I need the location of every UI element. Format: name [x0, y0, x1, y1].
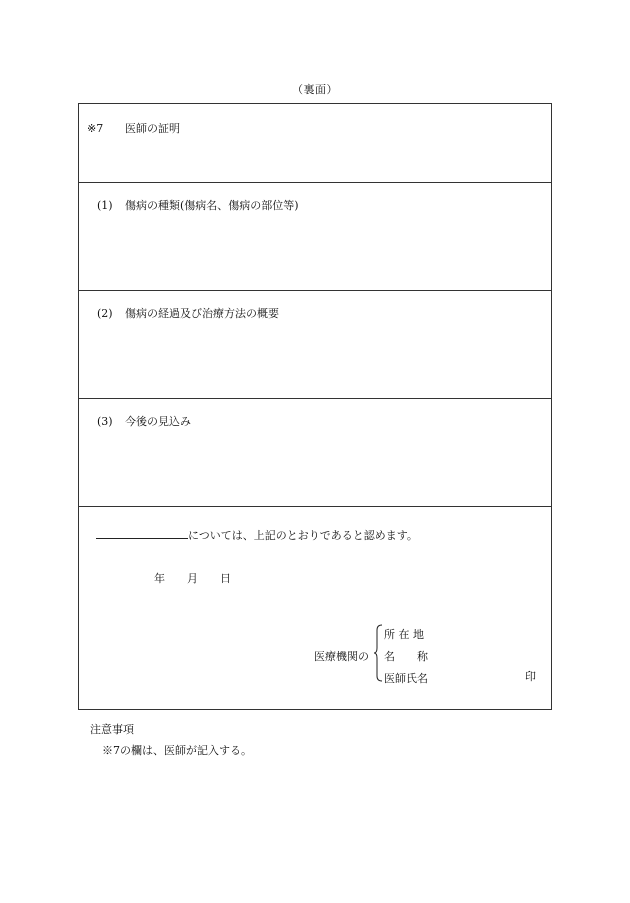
section-title	[87, 120, 180, 136]
section-label: 医師の証明	[125, 122, 180, 135]
item-label: 今後の見込み	[125, 415, 191, 428]
year-label: 年	[154, 572, 165, 585]
date-line[interactable]	[154, 570, 231, 586]
notes	[90, 721, 252, 758]
doctor-certificate-table	[78, 103, 552, 710]
section-doctor-certificate	[79, 104, 551, 183]
certification-text: については、上記のとおりであると認めます。	[188, 529, 418, 542]
patient-name-blank[interactable]	[96, 527, 188, 539]
item-number: (1)	[97, 199, 113, 212]
address-field[interactable]	[384, 624, 428, 646]
section-certification	[79, 507, 551, 709]
curly-brace-icon	[373, 624, 383, 682]
doctor-name-field[interactable]	[384, 668, 428, 690]
doctor-name-label: 医師氏名	[384, 672, 428, 685]
section-number: ※7	[87, 122, 104, 135]
section-injury-type[interactable]	[79, 183, 551, 291]
institution-name-label: 名 称	[384, 650, 428, 663]
page-header: （裏面）	[292, 83, 338, 96]
notes-item: ※7の欄は、医師が記入する。	[102, 744, 252, 757]
month-label: 月	[187, 572, 198, 585]
item-label: 傷病の経過及び治療方法の概要	[125, 307, 279, 320]
item-number: (2)	[97, 307, 113, 320]
seal-label: 印	[525, 670, 536, 683]
notes-title: 注意事項	[90, 723, 134, 736]
item-number: (3)	[97, 415, 113, 428]
item-label: 傷病の種類(傷病名、傷病の部位等)	[125, 199, 299, 212]
section-injury-progress[interactable]	[79, 291, 551, 399]
section-prognosis[interactable]	[79, 399, 551, 507]
item-title	[97, 413, 191, 429]
institution-name-field[interactable]	[384, 646, 428, 668]
institution-fields	[384, 624, 428, 690]
item-title	[97, 305, 279, 321]
item-title	[97, 197, 299, 213]
day-label: 日	[220, 572, 231, 585]
address-label: 所 在 地	[384, 628, 424, 641]
certification-statement	[96, 527, 418, 543]
institution-label: 医療機関の	[314, 650, 369, 663]
